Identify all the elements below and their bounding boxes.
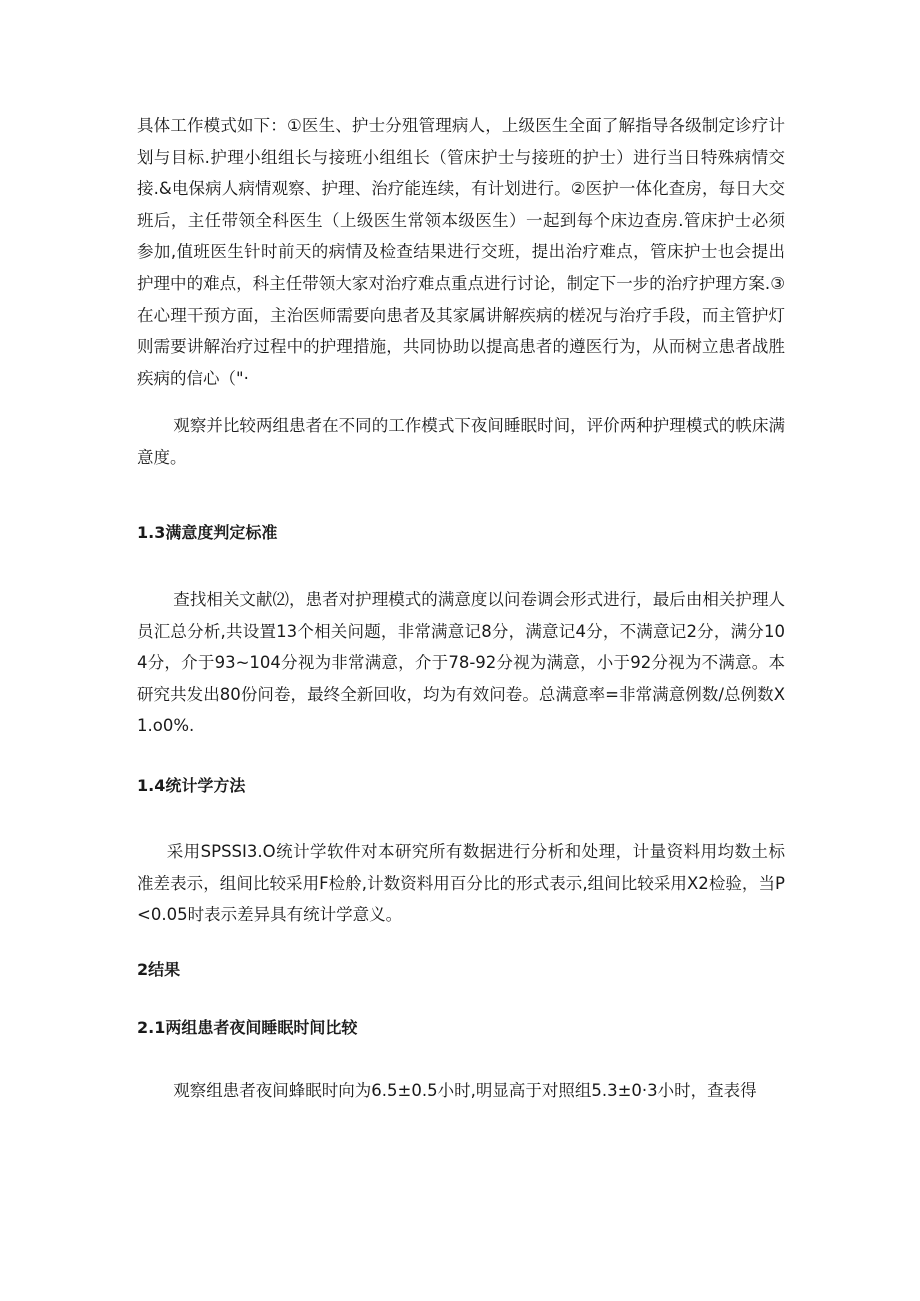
- paragraph-statistics-method: 采用SPSSI3.O统计学软件对本研究所有数据进行分析和处理，计量资料用均数土标准差表示，组间比较采用F检舲,计数资料用百分比的形式表示,组间比较采用X2检验，当P<0.05时表示差异具有统计学意义。: [137, 842, 785, 925]
- paragraph-work-mode: 具体工作模式如下：①医生、护士分殂管理病人，上级医生全面了解指导各级制定诊疗计划与目标.护理小组组长与接班小组组长（管床护士与接班的护士）进行当日特殊病情交接.&电保病人病情观察、护理、治疗能连续，有计划进行。②医护一体化查房，每日大交班后，主任带领全科医生（上级医生常领本级医生）一起到每个床边查房.管床护士必须参加,值班医生针时前天的病情及检查结果进行交班，提出治疗难点，管床护士也会提出护理中的难点，科主任带领大家对治疗难点重点进行讨论，制定下一步的治疗护理方案.③在心理干预方面，主治医师需要向患者及其家属讲解疾病的槎况与治疗手段，而主管护灯则需要讲解治疗过程中的护理措施，共同协助以提高患者的遵医行为，从而树立患者战胜疾病的信心（"·: [137, 116, 785, 388]
- section-heading-2: 2结果: [137, 960, 181, 979]
- paragraph-satisfaction-criteria: 查找相关文献⑵，患者对护理模式的满意度以问卷调会形式进行，最后由相关护理人员汇总分析,共设置13个相关问题，非常满意记8分，满意记4分，不满意记2分，满分104分，介于93~104分视为非常满意，介于78-92分视为满意，小于92分视为不满意。本研究共发出80份问卷，最终全新回收，均为有效问卷。总满意率=非常满意例数/总例数X1.o0%.: [137, 590, 785, 736]
- section-heading-1-3: 1.3满意度判定标准: [137, 523, 278, 542]
- section-heading-1-4: 1.4统计学方法: [137, 776, 246, 795]
- paragraph-observation: 观察并比较两组患者在不同的工作模式下夜间睡眠时间，评价两种护理模式的帙床满意度。: [137, 416, 785, 467]
- paragraph-sleep-result: 观察组患者夜间蜂眠时向为6.5±0.5小时,明显高于对照组5.3±0·3小时，查表得: [173, 1081, 757, 1100]
- section-heading-2-1: 2.1两组患者夜间睡眠时间比较: [137, 1018, 358, 1037]
